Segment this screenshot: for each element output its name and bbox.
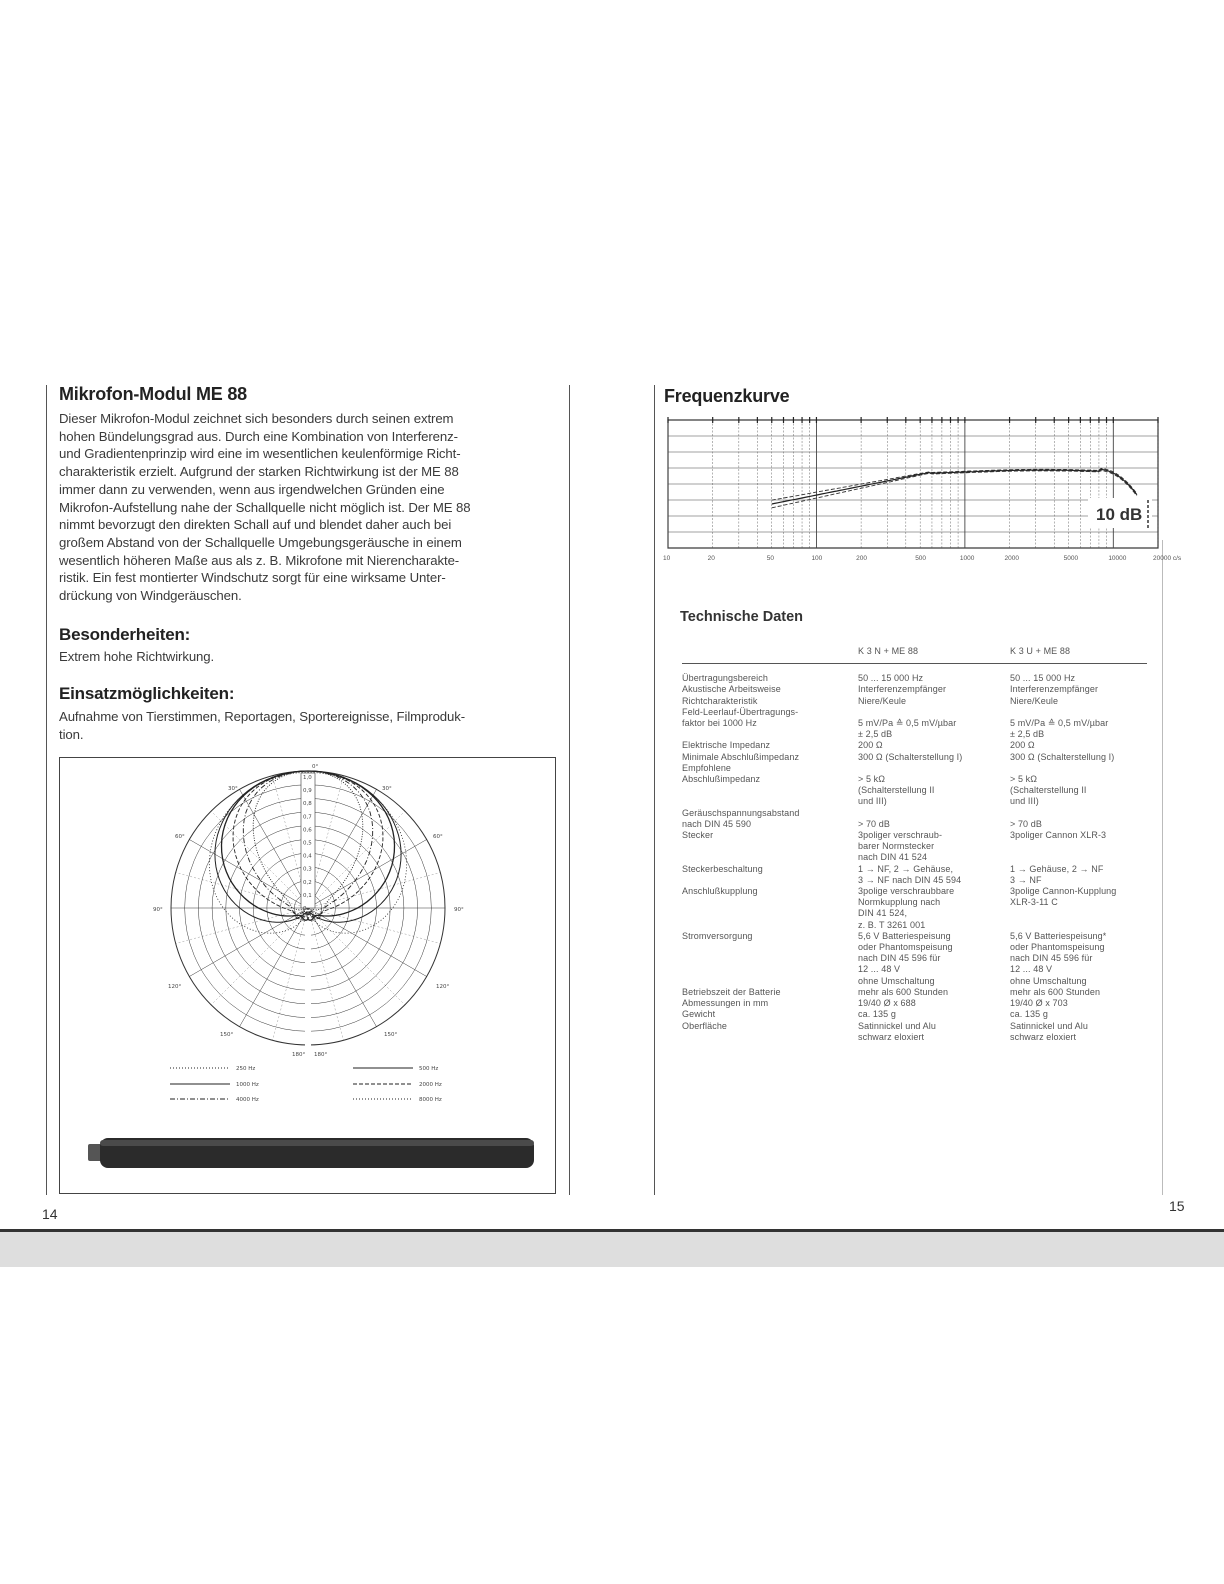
- spec-value-k3u: > 70 dB: [1010, 818, 1042, 829]
- spec-value-k3u: Interferenzempfänger: [1010, 684, 1099, 695]
- freq-axis-label: 50: [766, 555, 774, 562]
- freq-axis-label: 20000 c/s: [1153, 555, 1182, 562]
- polar-radial-label: 0,7: [303, 814, 312, 821]
- spec-value-k3u: 3poliger Cannon XLR-3: [1010, 830, 1107, 841]
- features-text: Extrem hohe Richtwirkung.: [59, 649, 215, 664]
- freq-axis-label: 5000: [1063, 555, 1079, 562]
- spec-value-k3u: 19/40 Ø x 703: [1010, 998, 1068, 1009]
- spec-value-k3u: 3polige Cannon-Kupplung XLR-3-11 C: [1010, 886, 1117, 908]
- spec-value-k3u: ca. 135 g: [1010, 1009, 1048, 1020]
- freq-tolerance-lower: [772, 471, 1137, 508]
- uses-line: Aufnahme von Tierstimmen, Reportagen, Sportereignisse, Filmproduk-: [59, 709, 466, 724]
- intro-line: und Gradientenprinzip wird eine im wesentlichen keulenförmige Richt-: [59, 446, 461, 462]
- polar-grid: [171, 771, 445, 1047]
- polar-radial-label: 0,2: [303, 879, 312, 886]
- polar-spoke: [308, 908, 377, 1027]
- spec-label: Feld-Leerlauf-Übertragungs- faktor bei 1000 Hz: [682, 706, 799, 729]
- intro-paragraph: [59, 410, 569, 605]
- polar-radial-label: 0,5: [303, 840, 312, 847]
- spec-table: [682, 646, 1147, 1043]
- spec-value-k3n: > 5 kΩ (Schalterstellung II und III): [858, 774, 935, 807]
- freq-axis-label: 1000: [959, 555, 975, 562]
- polar-angle-label: 180°: [314, 1052, 328, 1058]
- spec-row: [682, 664, 1147, 685]
- spec-value-k3n: 300 Ω (Schalterstellung I): [858, 751, 963, 762]
- spec-label: Übertragungsbereich: [682, 673, 768, 684]
- polar-radial-label: 0,4: [303, 853, 312, 860]
- freq-curves: [772, 468, 1137, 507]
- polar-subspoke: [211, 908, 308, 1005]
- spec-label: Akustische Arbeitsweise: [682, 684, 781, 695]
- freq-axis-label: 2000: [1004, 555, 1020, 562]
- spec-row: [682, 931, 1147, 987]
- polar-spoke: [308, 840, 427, 909]
- spec-value-k3n: 50 ... 15 000 Hz: [858, 673, 924, 684]
- spec-label: Gewicht: [682, 1009, 716, 1020]
- microphone-illustration: [88, 1138, 534, 1168]
- spec-value-k3n: 5 mV/Pa ≙ 0,5 mV/µbar ± 2,5 dB: [858, 718, 957, 740]
- legend-label: 500 Hz: [419, 1066, 439, 1072]
- spec-label: Anschlußkupplung: [682, 886, 758, 897]
- features-heading: Besonderheiten:: [59, 625, 191, 644]
- polar-angle-label: 180°: [292, 1052, 306, 1058]
- polar-subspoke: [176, 908, 308, 943]
- polar-subspoke: [308, 908, 440, 943]
- polar-spoke: [240, 789, 309, 908]
- uses-heading: Einsatzmöglichkeiten:: [59, 684, 235, 703]
- intro-line: immer dann zu verwenden, wenn aus irgendwelchen Gründen eine: [59, 481, 445, 497]
- freq-response-curve: [772, 470, 1137, 505]
- legend-label: 1000 Hz: [236, 1082, 259, 1088]
- spec-row: [682, 763, 1147, 808]
- spec-label: Betriebszeit der Batterie: [682, 986, 781, 997]
- spec-row: [682, 1009, 1147, 1020]
- center-rule-right: [654, 385, 655, 1195]
- spec-value-k3u: 200 Ω: [1010, 740, 1035, 751]
- polar-spoke: [308, 908, 427, 977]
- intro-line: ristik. Ein fest montierter Windschutz sorgt für eine wirksame Unter-: [59, 570, 446, 586]
- spec-column-k3n: K 3 N + ME 88: [858, 646, 1010, 664]
- spec-value-k3n: 1 → NF, 2 → Gehäuse, 3 → NF nach DIN 45 594: [858, 863, 962, 885]
- polar-angle-label: 120°: [168, 984, 182, 990]
- spec-row: [682, 684, 1147, 695]
- polar-subspoke: [273, 908, 308, 1040]
- polar-angle-label: 150°: [220, 1032, 234, 1038]
- spec-header-row: [682, 646, 1147, 664]
- spec-label: Richtcharakteristik: [682, 695, 758, 706]
- tech-data-title: Technische Daten: [680, 609, 804, 625]
- spec-label: Oberfläche: [682, 1020, 728, 1031]
- polar-angle-label: 150°: [384, 1032, 398, 1038]
- spec-value-k3n: 200 Ω: [858, 740, 883, 751]
- freq-axis-label: 20: [707, 555, 715, 562]
- page-number-left: 14: [42, 1206, 58, 1222]
- spec-value-k3u: 5 mV/Pa ≙ 0,5 mV/µbar ± 2,5 dB: [1010, 718, 1109, 740]
- scale-label: 10 dB: [1096, 505, 1143, 524]
- spec-row: [682, 830, 1147, 864]
- spec-row: [682, 707, 1147, 741]
- polar-diagram-box: [59, 757, 556, 1194]
- spec-value-k3u: > 5 kΩ (Schalterstellung II und III): [1010, 774, 1087, 807]
- spec-row: [682, 998, 1147, 1009]
- freq-axis-label: 100: [811, 555, 823, 562]
- spec-row: [682, 1021, 1147, 1043]
- spec-label: Geräuschspannungsabstand nach DIN 45 590: [682, 807, 800, 829]
- spec-value-k3n: Interferenzempfänger: [858, 684, 947, 695]
- spec-label: Minimale Abschlußimpedanz: [682, 751, 800, 762]
- freq-title: Frequenzkurve: [664, 386, 790, 406]
- spec-value-k3u: Satinnickel und Alu schwarz eloxiert: [1010, 1020, 1088, 1042]
- polar-angle-label: 90°: [454, 907, 464, 913]
- spec-row: [682, 987, 1147, 998]
- polar-radial-label: 0,3: [303, 866, 312, 873]
- polar-radial-label: 0,1: [303, 892, 312, 899]
- spec-row: [682, 740, 1147, 751]
- spec-row: [682, 808, 1147, 830]
- spec-label: Elektrische Impedanz: [682, 740, 771, 751]
- intro-line: Dieser Mikrofon-Modul zeichnet sich besonders durch seinen extrem: [59, 411, 454, 426]
- intro-line: Mikrofon-Aufstellung nahe der Schallquelle nicht möglich ist. Der ME 88: [59, 499, 471, 515]
- polar-legend: [170, 1066, 442, 1103]
- spec-value-k3n: ca. 135 g: [858, 1009, 896, 1020]
- spec-row: [682, 864, 1147, 886]
- polar-subspoke: [308, 908, 343, 1040]
- right-margin-rule: [1162, 540, 1163, 1195]
- spec-label: Abmessungen in mm: [682, 998, 769, 1009]
- spec-value-k3u: 1 → Gehäuse, 2 → NF 3 → NF: [1010, 863, 1104, 885]
- freq-axis-label: 10000: [1108, 555, 1127, 562]
- spec-value-k3n: mehr als 600 Stunden: [858, 986, 949, 997]
- spec-row: [682, 696, 1147, 707]
- polar-spoke: [240, 908, 309, 1027]
- uses-line: tion.: [59, 726, 84, 742]
- polar-angle-label: 120°: [436, 984, 450, 990]
- freq-axis-label: 500: [915, 555, 927, 562]
- spec-value-k3u: Niere/Keule: [1010, 695, 1059, 706]
- spec-value-k3u: 50 ... 15 000 Hz: [1010, 673, 1076, 684]
- polar-angle-label: 60°: [175, 834, 185, 840]
- polar-angle-label: 0°: [312, 764, 319, 770]
- spec-row: [682, 752, 1147, 763]
- freq-axis-label: 10: [663, 555, 671, 562]
- scale-marker: [1088, 498, 1152, 528]
- spec-value-k3n: 3polige verschraubbare Normkupplung nach DIN 41 524, z. B. T 3261 001: [858, 886, 955, 930]
- freq-axis: [663, 555, 1182, 562]
- polar-subspoke: [308, 908, 405, 1005]
- rear-gap: [305, 910, 311, 1047]
- spec-value-k3n: Niere/Keule: [858, 695, 907, 706]
- spec-label: Stecker: [682, 830, 714, 841]
- spec-label: Empfohlene Abschlußimpedanz: [682, 762, 761, 785]
- polar-spoke: [189, 908, 308, 977]
- page-title-left: Mikrofon-Modul ME 88: [59, 384, 247, 404]
- polar-angle-label: 30°: [382, 786, 392, 792]
- intro-line: nimmt bevorzugt den direkten Schall auf und blendet daher auch bei: [59, 517, 452, 533]
- spec-label: Steckerbeschaltung: [682, 863, 763, 874]
- frequency-response-chart: [660, 410, 1182, 575]
- polar-subspoke: [308, 873, 440, 908]
- legend-label: 2000 Hz: [419, 1082, 442, 1088]
- intro-line: charakteristik erzielt. Aufgrund der starken Richtwirkung ist der ME 88: [59, 464, 459, 480]
- spec-value-k3u: 300 Ω (Schalterstellung I): [1010, 751, 1115, 762]
- page-number-right: 15: [1169, 1198, 1185, 1214]
- legend-label: 250 Hz: [236, 1066, 256, 1072]
- spec-label: Stromversorgung: [682, 930, 753, 941]
- uses-text: [59, 708, 569, 743]
- left-margin-rule: [46, 385, 47, 1195]
- spec-header-empty: [682, 646, 858, 664]
- spec-body: [682, 664, 1147, 1043]
- polar-spoke: [189, 840, 308, 909]
- intro-line: hohen Bündelungsgrad aus. Durch eine Kombination von Interferenz-: [59, 428, 458, 444]
- polar-angle-label: 60°: [433, 834, 443, 840]
- spec-value-k3n: 5,6 V Batteriespeisung oder Phantomspeisung nach DIN 45 596 für 12 ... 48 V ohne Umschaltung: [858, 930, 953, 986]
- legend-label: 4000 Hz: [236, 1097, 259, 1103]
- spec-value-k3n: Satinnickel und Alu schwarz eloxiert: [858, 1020, 936, 1042]
- polar-radial-label: 0,8: [303, 801, 312, 808]
- polar-diagram: [60, 758, 555, 1193]
- polar-radial-label: 0: [303, 906, 307, 912]
- polar-angle-label: 90°: [153, 907, 163, 913]
- spec-value-k3n: 3poliger verschraub- barer Normstecker nach DIN 41 524: [858, 830, 943, 863]
- center-rule-left: [569, 385, 570, 1195]
- spec-value-k3n: 19/40 Ø x 688: [858, 998, 916, 1009]
- intro-line: großem Abstand von der Schallquelle Umgebungsgeräusche in einem: [59, 534, 462, 550]
- polar-subspoke: [176, 873, 308, 908]
- freq-axis-label: 200: [856, 555, 867, 562]
- scan-edge-band: [0, 1232, 1224, 1267]
- polar-radial-label: 0,6: [303, 827, 312, 834]
- polar-angle-label: 30°: [228, 786, 238, 792]
- freq-grid: [668, 417, 1158, 548]
- intro-line: wesentlich höheren Maße aus als z. B. Mikrofone mit Nierencharakte-: [59, 552, 460, 568]
- spec-value-k3n: > 70 dB: [858, 818, 890, 829]
- polar-radial-label: 1,0: [303, 775, 312, 781]
- spec-column-k3u: K 3 U + ME 88: [1010, 646, 1147, 664]
- polar-spoke: [308, 789, 377, 908]
- intro-line: drückung von Windgeräuschen.: [59, 588, 242, 604]
- legend-label: 8000 Hz: [419, 1097, 442, 1103]
- polar-radial-label: 0,9: [303, 788, 312, 795]
- spec-value-k3u: 5,6 V Batteriespeisung* oder Phantomspeisung nach DIN 45 596 für 12 ... 48 V ohne Umschaltung: [1010, 930, 1107, 986]
- spec-row: [682, 886, 1147, 931]
- spec-value-k3u: mehr als 600 Stunden: [1010, 986, 1101, 997]
